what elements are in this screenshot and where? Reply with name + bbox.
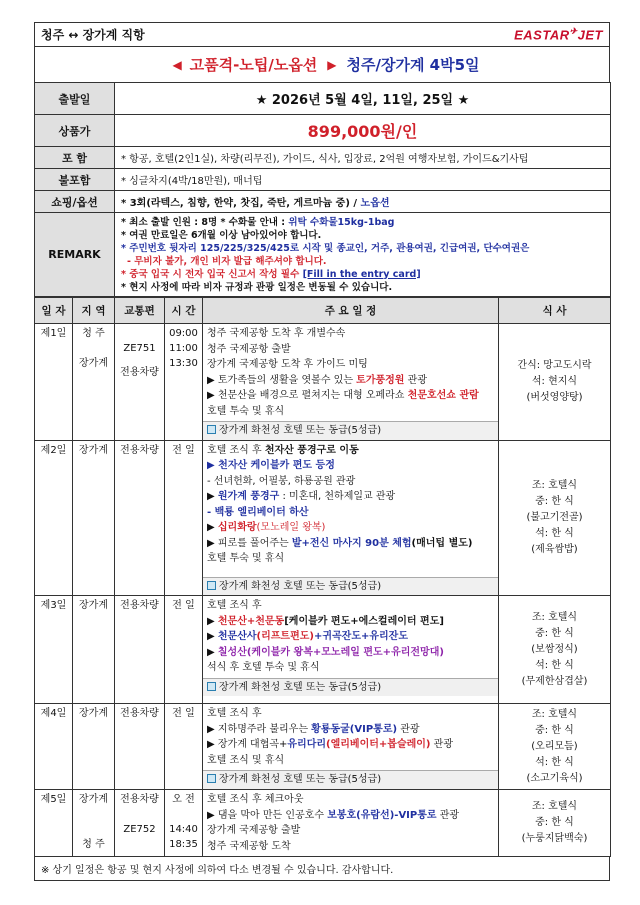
day-label: 제3일 — [35, 596, 73, 704]
product-info-table — [34, 82, 611, 297]
include-value: * 항공, 호텔(2인1실), 차량(리무진), 가이드, 식사, 입장료, 2억원 여행자보험, 가이드&기사팁 — [115, 147, 611, 169]
airline-logo: EASTAR✈JET — [514, 26, 603, 43]
schedule-cell: 청주 국제공항 도착 후 개별수속 청주 국제공항 출발 장가계 국제공항 도착 후 가이드 미팅 ▶ 토가족들의 생활을 엿볼수 있는 토가풍정원 관광 ▶ 천문산을 배경으로 펼쳐지는 대형 오페라쇼 천문호선쇼 관람 호텔 투숙 및 휴식 장가계 화천성 호텔 또는 동급(5성급) — [203, 324, 499, 441]
footer-note: ※ 상기 일정은 항공 및 현지 사정에 의하여 다소 변경될 수 있습니다. 감사합니다. — [34, 857, 610, 881]
schedule-cell: 호텔 조식 후 ▶ 천문산+천문동[케이블카 편도+에스컬레이터 편도] ▶ 천문산사(리프트편도)+귀곡잔도+유리잔도 ▶ 칠성산(케이블카 왕복+모노레일 편도+유리전망대) 석식 후 호텔 투숙 및 휴식 장가계 화천성 호텔 또는 동급(5성급) — [203, 596, 499, 704]
hotel-info: 장가계 화천성 호텔 또는 동급(5성급) — [203, 678, 498, 697]
exclude-label: 불포함 — [35, 169, 115, 191]
table-row — [35, 440, 611, 596]
price-label: 상품가 — [35, 115, 115, 147]
banner-route: 청주/장가계 4박5일 — [346, 56, 480, 74]
header-bar — [34, 22, 610, 46]
remark-label: REMARK — [35, 213, 115, 297]
hotel-icon — [207, 581, 216, 590]
table-row — [35, 790, 611, 857]
meal-cell: 조: 호텔식 중: 한 식 (보쌈정식) 석: 한 식 (무제한삼겹살) — [499, 596, 611, 704]
price-value: 899,000원/인 — [115, 115, 611, 147]
meal-cell: 조: 호텔식 중: 한 식 (오리모듬) 석: 한 식 (소고기육식) — [499, 704, 611, 790]
table-row — [35, 596, 611, 704]
transport-cell: 전용차량 — [115, 596, 165, 704]
hotel-info: 장가계 화천성 호텔 또는 동급(5성급) — [203, 770, 498, 789]
time-cell: 전 일 — [165, 440, 203, 596]
meal-cell: 조: 호텔식 중: 한 식 (불고기전골) 석: 한 식 (제육쌈밥) — [499, 440, 611, 596]
col-schedule: 주 요 일 정 — [203, 298, 499, 324]
region-cell: 장가계 — [73, 596, 115, 704]
hotel-info: 장가계 화천성 호텔 또는 동급(5성급) — [203, 421, 498, 440]
transport-cell: 전용차량 — [115, 704, 165, 790]
left-arrow-icon: ◀ — [172, 57, 182, 72]
day-label: 제2일 — [35, 440, 73, 596]
hotel-icon — [207, 774, 216, 783]
itinerary-page — [34, 22, 610, 881]
time-cell: 전 일 — [165, 704, 203, 790]
schedule-cell: 호텔 조식 후 체크아웃 ▶ 댐을 막아 만든 인공호수 보봉호(유람선)-VIP통로 관광 장가계 국제공항 출발 청주 국제공항 도착 — [203, 790, 499, 857]
col-meals: 식 사 — [499, 298, 611, 324]
shopping-value: * 3회(라텍스, 침향, 한약, 찻집, 죽탄, 게르마늄 중) / 노옵션 — [115, 191, 611, 213]
depart-label: 출발일 — [35, 83, 115, 115]
col-day: 일 자 — [35, 298, 73, 324]
col-time: 시 간 — [165, 298, 203, 324]
transport-cell: 전용차량 — [115, 440, 165, 596]
hotel-icon — [207, 682, 216, 691]
time-cell: 오 전 14:40 18:35 — [165, 790, 203, 857]
meal-cell: 간식: 망고도시락 석: 현지식 (버섯영양탕) — [499, 324, 611, 441]
remark-content: * 최소 출발 인원 : 8명 * 수화물 안내 : 위탁 수화물15kg-1bag * 여권 만료일은 6개월 이상 남아있어야 합니다. * 주민번호 뒷자리 125/225/325/425로 시작 및 종교인, 거주, 관용여권, 긴급여권, 단수여권은 - 무비자 불가, 개인 비자 발급 해주셔야 합니다. * 중국 입국 시 전자 입국 신고서 작성 필수 [Fill in the entry card] * 현지 사정에 따라 비자 규정과 관광 일정은 변동될 수 있습니다. — [115, 213, 611, 297]
table-row — [35, 324, 611, 441]
schedule-cell: 호텔 조식 후 천자산 풍경구로 이동 ▶ 천자산 케이블카 편도 등정 - 선녀헌화, 어필봉, 하룡공원 관광 ▶ 원가계 풍경구 : 미혼대, 천하제일교 관광 - 백룡 엘리베이터 하산 ▶ 십리화랑(모노레일 왕복) ▶ 피로를 풀어주는 발+전신 마사지 90분 체험(매너팁 별도) 호텔 투숙 및 휴식 장가계 화천성 호텔 또는 동급(5성급) — [203, 440, 499, 596]
product-banner — [34, 46, 610, 82]
meal-cell: 조: 호텔식 중: 한 식 (누룽지닭백숙) — [499, 790, 611, 857]
table-row — [35, 704, 611, 790]
right-arrow-icon: ▶ — [327, 57, 337, 72]
hotel-icon — [207, 425, 216, 434]
include-label: 포 함 — [35, 147, 115, 169]
col-region: 지 역 — [73, 298, 115, 324]
schedule-header-row — [35, 298, 611, 324]
schedule-table — [34, 297, 611, 857]
region-cell: 청 주 장가계 — [73, 324, 115, 441]
transport-cell: ZE751 전용차량 — [115, 324, 165, 441]
depart-dates: ★ 2026년 5월 4일, 11일, 25일 ★ — [115, 83, 611, 115]
schedule-cell: 호텔 조식 후 ▶ 지하명주라 불리우는 황룡동굴(VIP통로) 관광 ▶ 장가계 대협곡+유리다리(엘리베이터+봅슬레이) 관광 호텔 조식 및 휴식 장가계 화천성 호텔 또는 동급(5성급) — [203, 704, 499, 790]
banner-tagline: 고품격-노팁/노옵션 — [189, 56, 318, 74]
transport-cell: 전용차량 ZE752 — [115, 790, 165, 857]
hotel-info: 장가계 화천성 호텔 또는 동급(5성급) — [203, 577, 498, 596]
region-cell: 장가계 청 주 — [73, 790, 115, 857]
region-cell: 장가계 — [73, 440, 115, 596]
route-title: 청주 ↔ 장가계 직항 — [41, 28, 145, 42]
time-cell: 전 일 — [165, 596, 203, 704]
day-label: 제4일 — [35, 704, 73, 790]
region-cell: 장가계 — [73, 704, 115, 790]
time-cell: 09:00 11:00 13:30 — [165, 324, 203, 441]
day-label: 제5일 — [35, 790, 73, 857]
exclude-value: * 싱글차지(4박/18만원), 매너팁 — [115, 169, 611, 191]
shopping-label: 쇼핑/옵션 — [35, 191, 115, 213]
col-transport: 교통편 — [115, 298, 165, 324]
day-label: 제1일 — [35, 324, 73, 441]
